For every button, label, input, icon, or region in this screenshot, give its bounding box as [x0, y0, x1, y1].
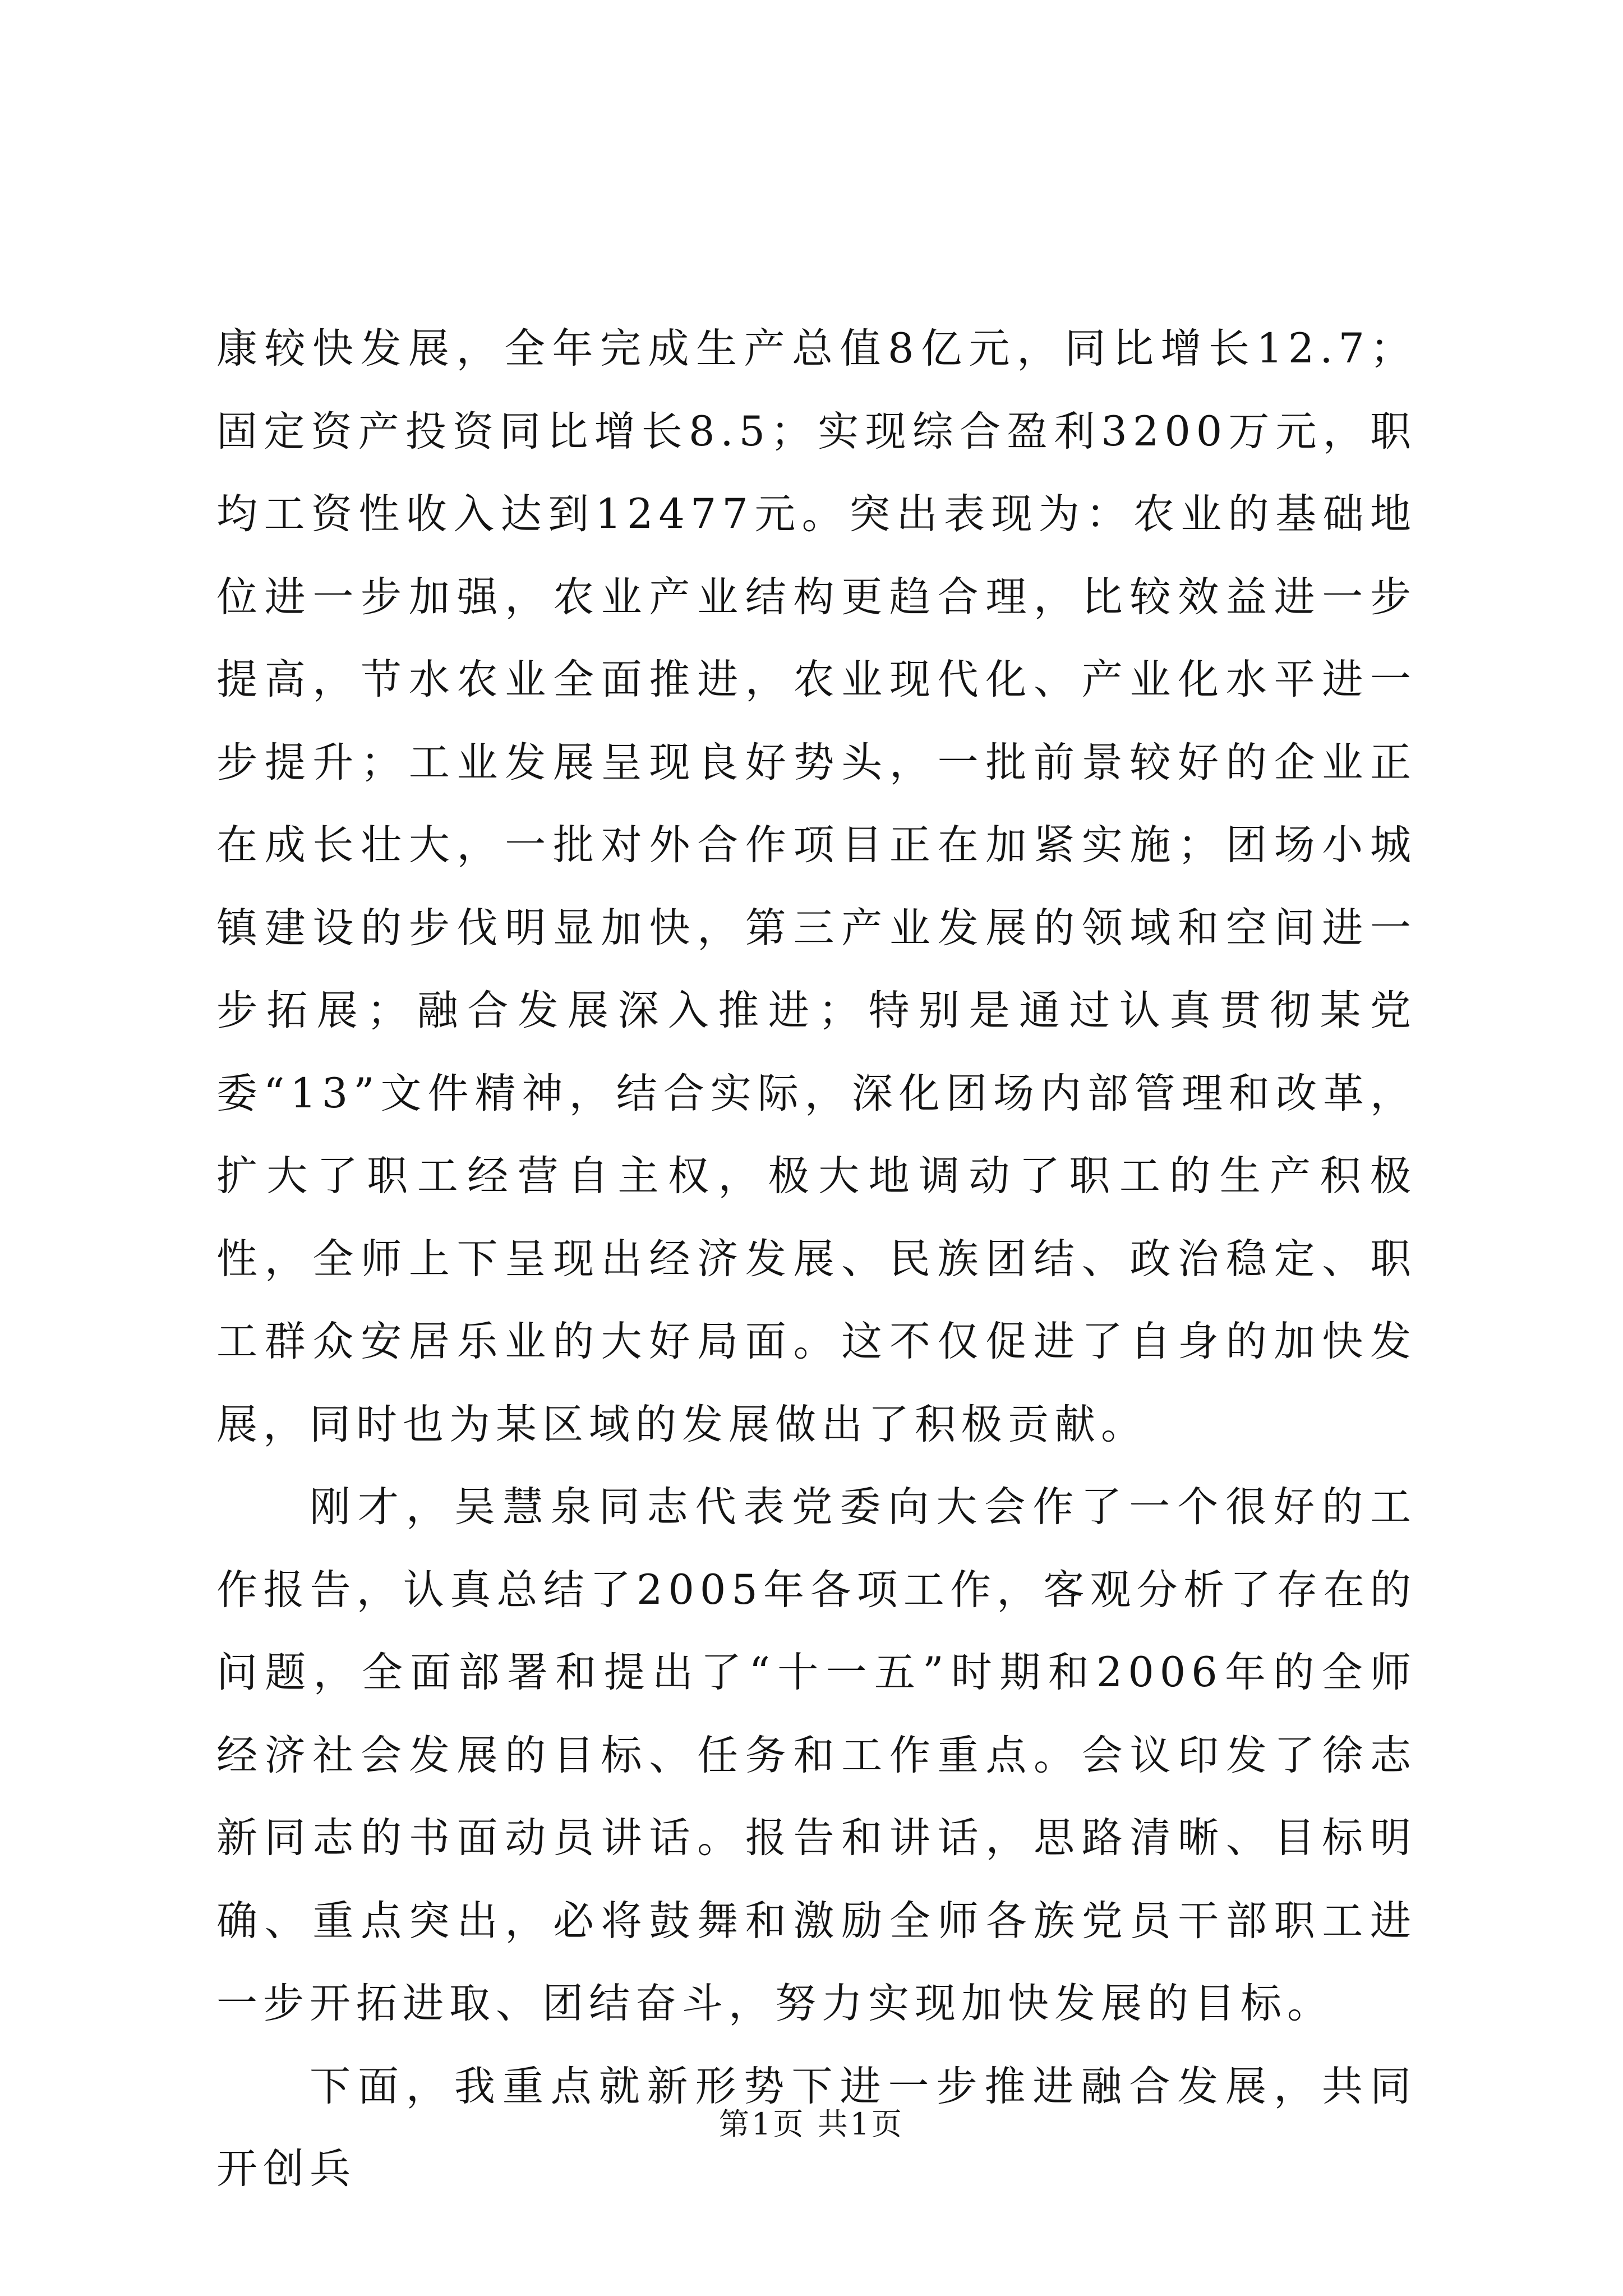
- paragraph-next-topic: 下面，我重点就新形势下进一步推进融合发展，共同开创兵: [216, 2062, 1417, 2193]
- paragraph-report-summary: 刚才，吴慧泉同志代表党委向大会作了一个很好的工作报告，认真总结了2005年各项工作，客观分析了存在的问题，全面部署和提出了“十一五”时期和2006年的全师经济社会发展的目标、任务和工作重点。会议印发了徐志新同志的书面动员讲话。报告和讲话，思路清晰、目标明确、重点突出，必将鼓舞和激励全师各族党员干部职工进一步开拓进取、团结奋斗，努力实现加快发展的目标。: [216, 1483, 1417, 2027]
- paragraph-continuation: 康较快发展，全年完成生产总值8亿元，同比增长12.7；固定资产投资同比增长8.5；实现综合盈利3200万元，职均工资性收入达到12477元。突出表现为：农业的基础地位进一步加强，农业产业结构更趋合理，比较效益进一步提高，节水农业全面推进，农业现代化、产业化水平进一步提升；工业发展呈现良好势头，一批前景较好的企业正在成长壮大，一批对外合作项目正在加紧实施；团场小城镇建设的步伐明显加快，第三产业发展的领域和空间进一步拓展；融合发展深入推进；特别是通过认真贯彻某党委“13”文件精神，结合实际，深化团场内部管理和改革，扩大了职工经营自主权，极大地调动了职工的生产积极性，全师上下呈现出经济发展、民族团结、政治稳定、职工群众安居乐业的大好局面。这不仅促进了自身的加快发展，同时也为某区域的发展做出了积极贡献。: [216, 325, 1417, 1448]
- body-text: [216, 307, 1417, 2211]
- page-footer: 第1页 共1页: [719, 2106, 904, 2142]
